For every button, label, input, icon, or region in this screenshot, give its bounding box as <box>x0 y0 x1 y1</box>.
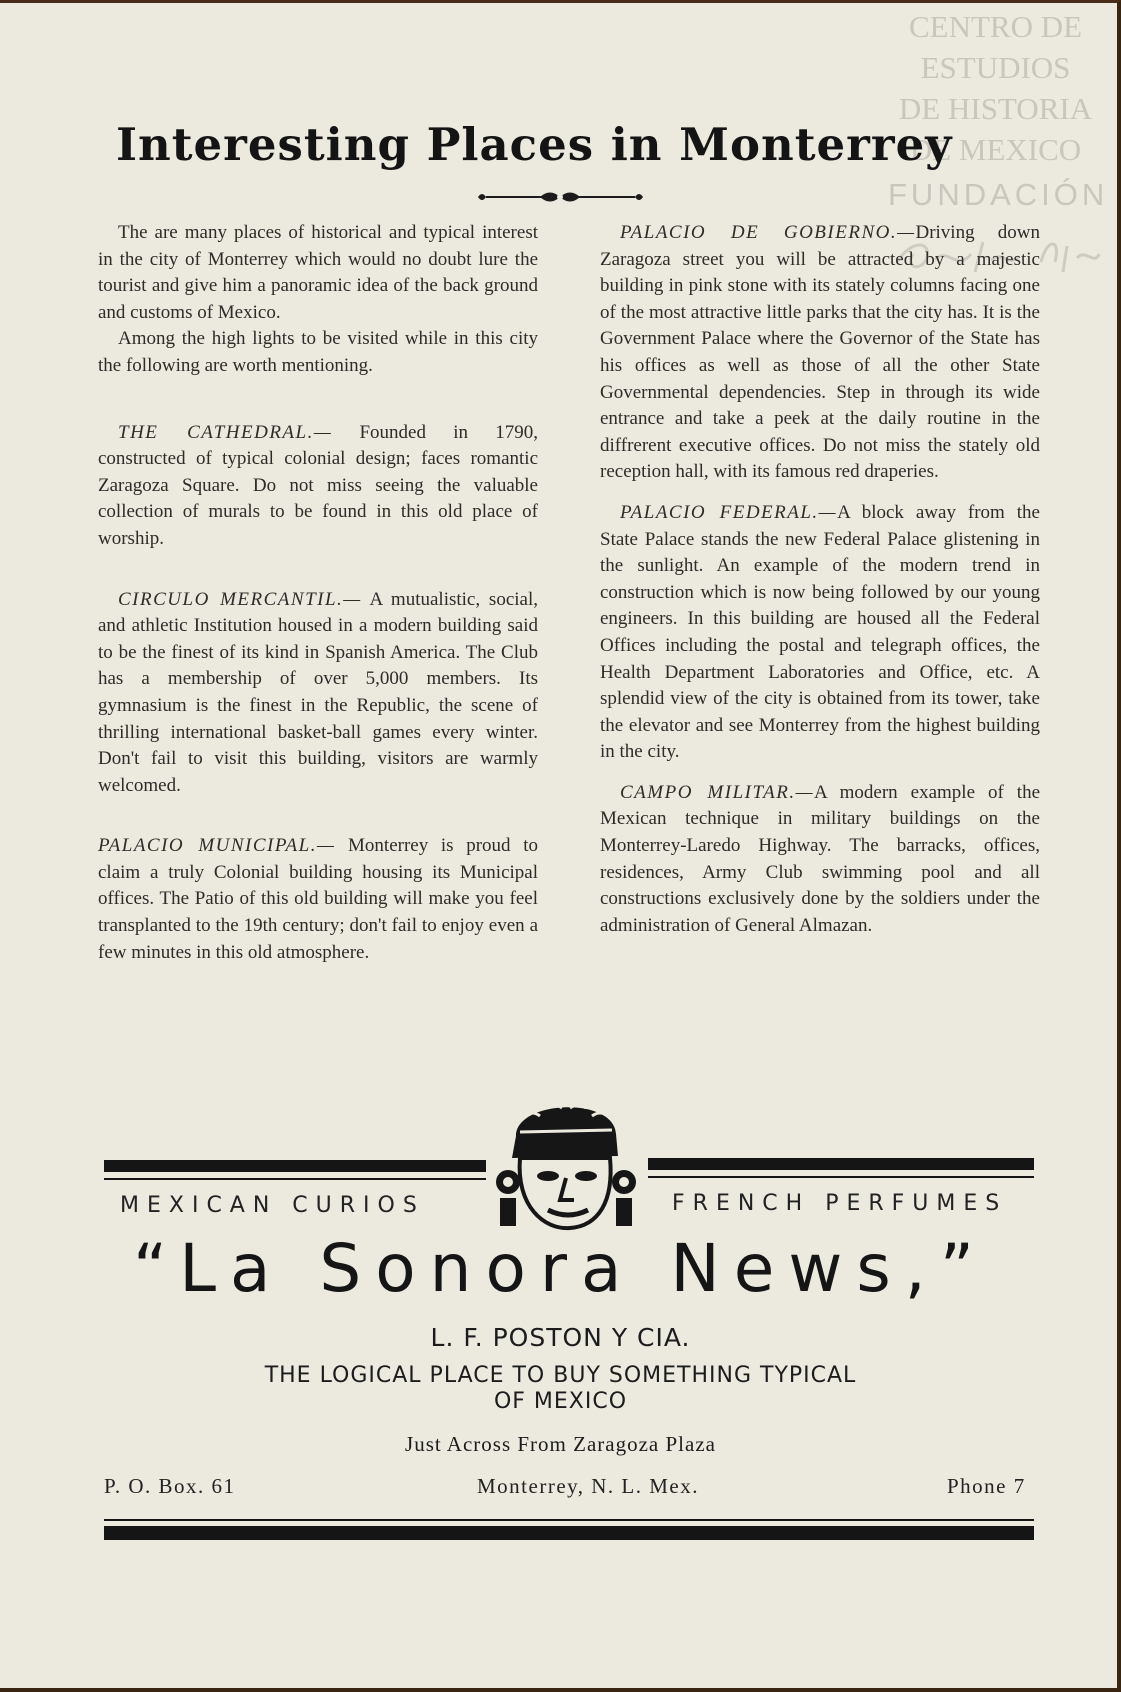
store-name: “La Sonora News,” <box>133 1230 988 1307</box>
place-entry <box>98 833 538 966</box>
place-name: PALACIO FEDERAL.— <box>620 501 838 523</box>
place-text: Monterrey is proud to claim a truly Colonial building housing its Municipal offices. The Patio of this old building will make you feel transplanted to the 19th century; don't fail to enjoy even a few minutes in this old atmosphere. <box>98 835 538 963</box>
store-city: Monterrey, N. L. Mex. <box>477 1474 700 1498</box>
store-tagline: OF MEXICO <box>493 1389 628 1414</box>
store-owner: L. F. POSTON Y CIA. <box>430 1323 691 1352</box>
store-phone: Phone 7 <box>947 1474 1026 1498</box>
footer-rule-thick <box>104 1526 1034 1540</box>
place-text: A block away from the State Palace stands the new Federal Palace glistening in the sunlight. An example of the modern trend in construction which is now being followed by our young engineers. In this building are housed all the Federal Offices including the postal and telegraph offices, the Health Department Laboratories and Office, etc. A splendid view of the city is obtained from its tower, take the elevator and see Monterrey from the highest building in the city. <box>600 501 1040 763</box>
left-column <box>98 220 538 966</box>
ad-tag-right: FRENCH PERFUMES <box>672 1191 1008 1216</box>
page-title: Interesting Places in Monterrey <box>116 118 953 171</box>
place-text: A modern example of the Mexican technique in military buildings on the Monterrey-Laredo Highway. The barracks, offices, residences, Army Club swimming pool and all constructions exclusively done by the soldiers under the administration of General Almazan. <box>600 781 1041 936</box>
place-name: THE CATHEDRAL.— <box>118 421 333 443</box>
po-box: P. O. Box. 61 <box>104 1474 236 1498</box>
ad-rule-left-thin <box>104 1178 486 1180</box>
footer-rule-thin <box>104 1519 1034 1521</box>
store-location: Just Across From Zaragoza Plaza <box>405 1432 716 1456</box>
watermark-line: FUNDACIÓN <box>888 177 1109 212</box>
place-entry <box>600 220 1040 486</box>
place-entry <box>600 500 1040 766</box>
ad-rule-right-thin <box>648 1176 1034 1178</box>
store-tagline: THE LOGICAL PLACE TO BUY SOMETHING TYPICAL <box>264 1363 857 1388</box>
place-name: CAMPO MILITAR.— <box>620 781 814 803</box>
place-entry <box>98 420 538 553</box>
intro-paragraph: Among the high lights to be visited while in this city the following are worth mentioning. <box>98 328 538 376</box>
intro-paragraph: The are many places of historical and typical interest in the city of Monterrey which would no doubt lure the tourist and give him a panoramic idea of the back ground and customs of Mexico. <box>98 222 538 323</box>
place-text: A mutualistic, social, and athletic Institution housed in a modern building said to be the finest of its kind in Spanish America. The Club has a membership of over 5,000 members. Its gymnasium is the finest in the Republic, the scene of thrilling international basket-ball games every winter. Don't fail to visit this building, visitors are warmly welcomed. <box>98 588 538 796</box>
place-name: CIRCULO MERCANTIL.— <box>118 588 362 610</box>
ad-tag-left: MEXICAN CURIOS <box>120 1193 425 1218</box>
ad-rule-left <box>104 1160 486 1172</box>
ad-rule-right <box>648 1158 1034 1170</box>
watermark-line: DE MEXICO <box>909 132 1082 167</box>
watermark-line: DE HISTORIA <box>898 91 1093 126</box>
place-name: PALACIO DE GOBIERNO.— <box>620 222 916 243</box>
title-ornament-icon <box>478 188 643 206</box>
right-column <box>600 220 1040 939</box>
place-text: Driving down Zaragoza street you will be attracted by a majestic building in pink stone with its stately columns facing one of the most attractive little parks that the city has. It is the Government Palace where the Governor of the State has his offices as well as those of all the other State Governmental dependencies. Step in through its wide entrance and take a peek at the daily routine in the diffrerent executive offices. Do not miss the stately old reception hall, with its famous red draperies. <box>600 222 1040 483</box>
place-entry <box>98 587 538 800</box>
watermark-line: CENTRO DE <box>908 9 1083 44</box>
place-text: Founded in 1790, constructed of typical colonial design; faces romantic Zaragoza Square. Do not miss seeing the valuable collection of murals to be found in this old place of worship. <box>98 421 538 549</box>
aztec-head-emblem-icon <box>490 1086 640 1236</box>
archive-watermark <box>888 6 1109 215</box>
place-name: PALACIO MUNICIPAL.— <box>98 835 336 857</box>
watermark-line: ESTUDIOS <box>920 50 1071 85</box>
place-entry <box>600 780 1040 940</box>
